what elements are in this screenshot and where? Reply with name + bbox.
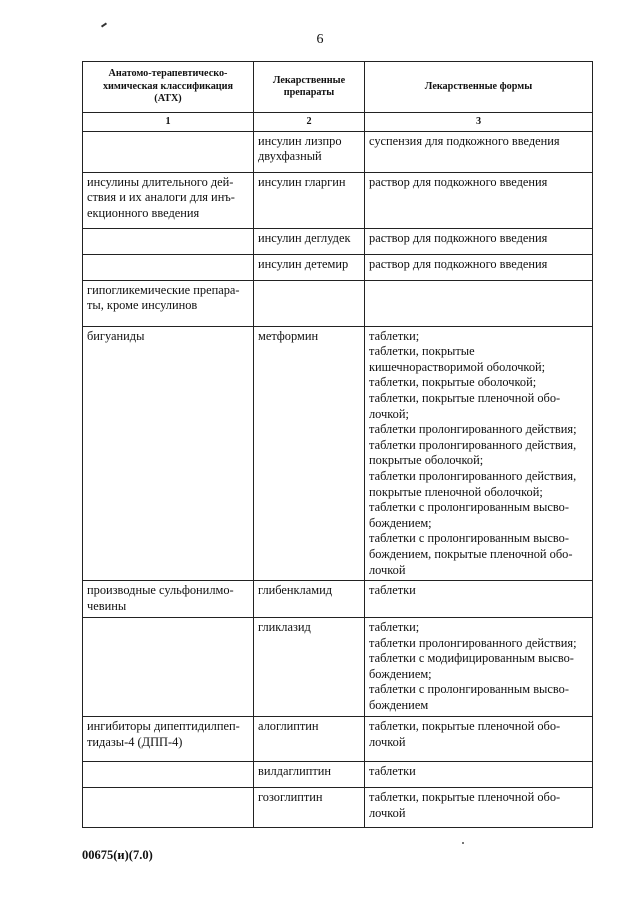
- cell-forms: таблетки: [365, 581, 593, 618]
- cell-drug: вилдаглиптин: [254, 762, 365, 788]
- cell-drug: гликлазид: [254, 618, 365, 717]
- cell-atx: [83, 228, 254, 254]
- cell-drug: гозоглиптин: [254, 788, 365, 828]
- cell-forms: таблетки, покрытые пленочной обо- лочкой: [365, 717, 593, 762]
- cell-drug: инсулин гларгин: [254, 172, 365, 228]
- table-header-row: [83, 62, 593, 113]
- table-row: [83, 717, 593, 762]
- cell-drug: инсулин детемир: [254, 254, 365, 280]
- cell-forms: раствор для подкожного введения: [365, 228, 593, 254]
- cell-atx: [83, 762, 254, 788]
- cell-forms: раствор для подкожного введения: [365, 254, 593, 280]
- cell-atx: ингибиторы дипептидилпеп- тидазы-4 (ДПП-4): [83, 717, 254, 762]
- cell-forms: таблетки, покрытые пленочной обо- лочкой: [365, 788, 593, 828]
- cell-drug: алоглиптин: [254, 717, 365, 762]
- column-number-row: [83, 113, 593, 132]
- scan-dot: [462, 842, 464, 844]
- cell-forms: [365, 280, 593, 326]
- cell-atx: инсулины длительного дей- ствия и их аналоги для инъ- екционного введения: [83, 172, 254, 228]
- table-row: [83, 131, 593, 172]
- header-forms: Лекарственные формы: [365, 62, 593, 113]
- cell-atx: гипогликемические препара- ты, кроме инсулинов: [83, 280, 254, 326]
- cell-atx: производные сульфонилмо- чевины: [83, 581, 254, 618]
- table-row: [83, 228, 593, 254]
- scan-artifact-mark: [101, 22, 107, 27]
- column-number-2: 2: [254, 113, 365, 132]
- table-row: [83, 254, 593, 280]
- table-row: [83, 326, 593, 581]
- cell-forms: таблетки; таблетки, покрытые кишечнорастворимой оболочкой; таблетки, покрытые оболочкой; таблетки, покрытые пленочной обо- лочкой; таблетки пролонгированного действия; таблетки пролонгированного действия, покрытые оболочкой; таблетки пролонгированного действия, покрытые пленочной оболочкой; таблетки с пролонгированным высво- бождением; таблетки с пролонгированным высво- бождением, покрытые пленочной обо- лочкой: [365, 326, 593, 581]
- cell-atx: [83, 131, 254, 172]
- cell-drug: [254, 280, 365, 326]
- table-row: [83, 581, 593, 618]
- cell-atx: [83, 788, 254, 828]
- table-row: [83, 280, 593, 326]
- cell-atx: бигуаниды: [83, 326, 254, 581]
- cell-drug: инсулин деглудек: [254, 228, 365, 254]
- cell-atx: [83, 618, 254, 717]
- table-row: [83, 788, 593, 828]
- cell-drug: метформин: [254, 326, 365, 581]
- header-atx: Анатомо-терапевтическо- химическая классификация (АТХ): [83, 62, 254, 113]
- cell-forms: раствор для подкожного введения: [365, 172, 593, 228]
- cell-forms: суспензия для подкожного введения: [365, 131, 593, 172]
- header-drugs: Лекарственные препараты: [254, 62, 365, 113]
- table-row: [83, 172, 593, 228]
- table-row: [83, 762, 593, 788]
- column-number-3: 3: [365, 113, 593, 132]
- cell-atx: [83, 254, 254, 280]
- column-number-1: 1: [83, 113, 254, 132]
- table-row: [83, 618, 593, 717]
- page-number: 6: [316, 32, 324, 47]
- cell-forms: таблетки; таблетки пролонгированного действия; таблетки с модифицированным высво- бождением; таблетки с пролонгированным высво- бождением: [365, 618, 593, 717]
- drug-classification-table: [82, 61, 593, 828]
- document-code: 00675(и)(7.0): [82, 848, 153, 862]
- cell-drug: инсулин лизпро двухфазный: [254, 131, 365, 172]
- cell-drug: глибенкламид: [254, 581, 365, 618]
- cell-forms: таблетки: [365, 762, 593, 788]
